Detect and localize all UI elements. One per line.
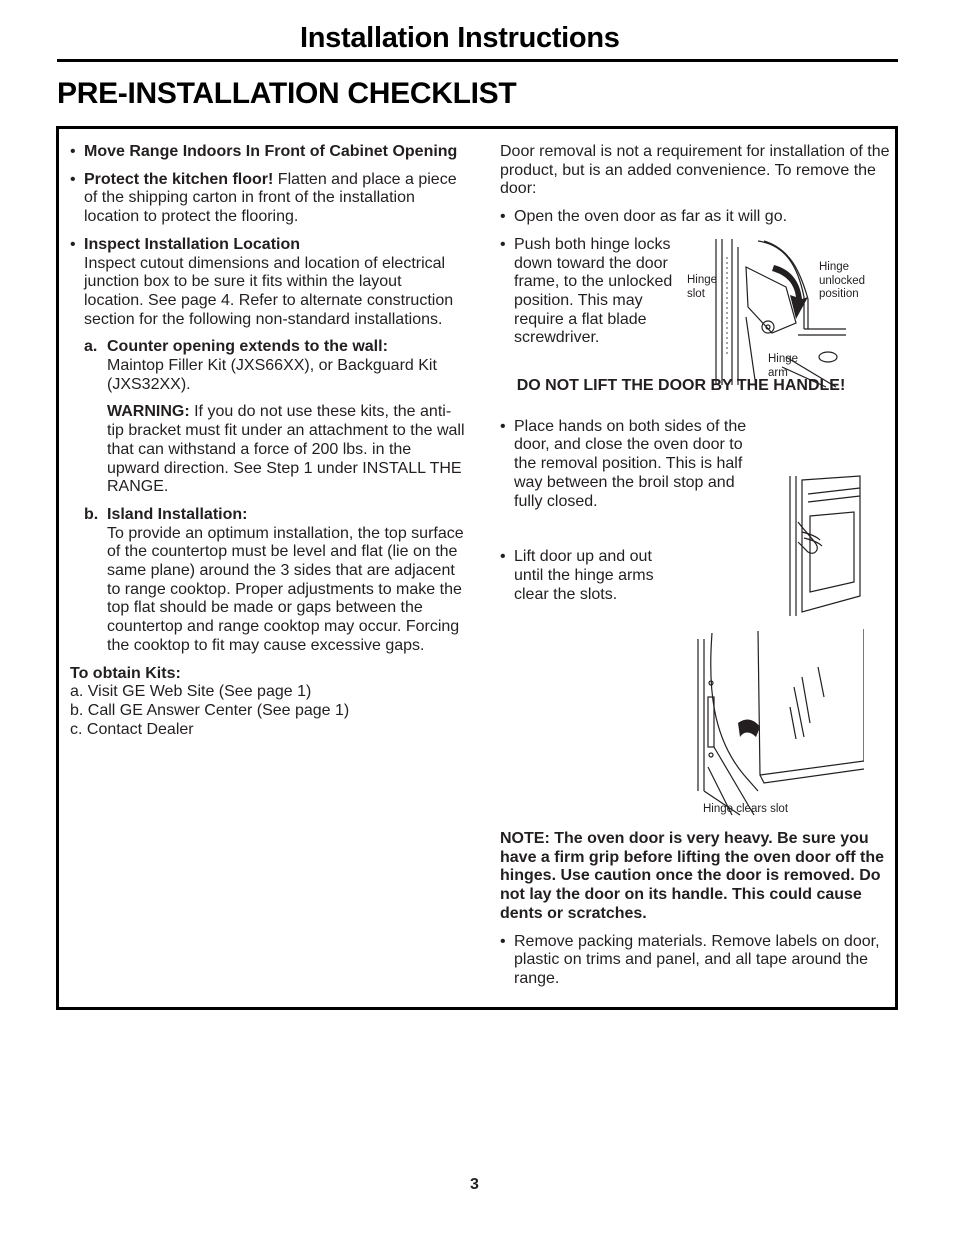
item-text: Flatten and place a piece of the shipping carton in front of the installation location to protect the flooring. [84,170,457,226]
sub-item-text: To provide an optimum installation, the top surface of the countertop must be level and flat (lie on the same plane) around the 3 sides that are adjacent to range cooktop. Proper adjustments to make the top flat should be made or gaps between the countertop and range cooktop may occur. Forcing the cooktop to fit may cause excessive gaps. [107,524,464,654]
kit-option: a. Visit GE Web Site (See page 1) [70,683,312,701]
item-text: Inspect cutout dimensions and location of electrical junction box to be sure it fits within the layout location. See page 4. Refer to alternate construction section for the following non-standard installations. [84,254,454,328]
sub-item-island-installation [84,506,465,656]
item-heading: Protect the kitchen floor! [84,170,274,188]
warning-label: WARNING: [107,403,190,421]
left-column [70,143,465,739]
lift-door-illustration [694,627,864,819]
step-lift-door: • Lift door up and out until the hinge arms clear the slots. [500,548,664,604]
checklist-item-inspect-location [70,236,465,330]
warning-text: If you do not use these kits, the anti-tip bracket must fit under an attachment to the wall that can withstand a force of 200 lbs. in the upward direction. See Step 1 under INSTALL THE RANGE. [107,403,465,496]
sub-item-heading: Island Installation: [107,505,248,523]
checklist-item-move-range [70,143,465,162]
step-push-hinge-locks: • Push both hinge locks down toward the door frame, to the unlocked position. This may require a flat blade screwdriver. [500,236,674,348]
kits-section [70,665,465,740]
hinge-arm-label: Hinge arm [768,353,799,379]
warning-paragraph [107,403,465,497]
page-header-title: Installation Instructions [300,22,620,54]
step-open-door: • Open the oven door as far as it will go. [500,208,892,227]
kit-option: b. Call GE Answer Center (See page 1) [70,701,350,719]
hinge-slot-label: Hinge slot [687,274,718,300]
kits-heading: To obtain Kits: [70,664,181,682]
page-number: 3 [470,1176,479,1193]
kit-option: c. Contact Dealer [70,720,194,738]
section-title: PRE-INSTALLATION CHECKLIST [57,77,517,110]
caution-text: DO NOT LIFT THE DOOR BY THE HANDLE! [516,377,846,395]
sub-item-letter: b. [84,505,99,523]
sub-item-text: Maintop Filler Kit (JXS66XX), or Backguard Kit (JXS32XX). [107,357,437,393]
sub-item-letter: a. [84,338,98,356]
header-rule [57,59,898,62]
hinge-unlocked-label: Hinge unlocked position [819,261,866,300]
step-close-door: • Place hands on both sides of the door, and close the oven door to the removal position. This is half way between the broil stop and fully closed. [500,418,764,512]
right-column-bottom [500,830,888,998]
checklist-item-protect-floor [70,171,465,227]
door-removal-intro: Door removal is not a requirement for installation of the product, but is an added convenience. To remove the door: [500,143,890,198]
heavy-door-note: NOTE: The oven door is very heavy. Be sure you have a firm grip before lifting the oven door off the hinges. Use caution once the door is removed. Do not lay the door on its handle. This could cause dents or scratches. [500,830,885,922]
step-remove-packing: • Remove packing materials. Remove labels on door, plastic on trims and panel, and all tape around the range. [500,933,888,989]
sub-item-heading: Counter opening extends to the wall: [107,338,388,356]
hinge-clears-label: Hinge clears slot [703,803,789,815]
sub-item-counter-opening [84,338,465,497]
item-heading: • Inspect Installation Location [84,235,301,253]
close-door-illustration [784,472,864,618]
hinge-lock-illustration [686,237,846,389]
item-heading: Move Range Indoors In Front of Cabinet Opening [84,143,458,160]
